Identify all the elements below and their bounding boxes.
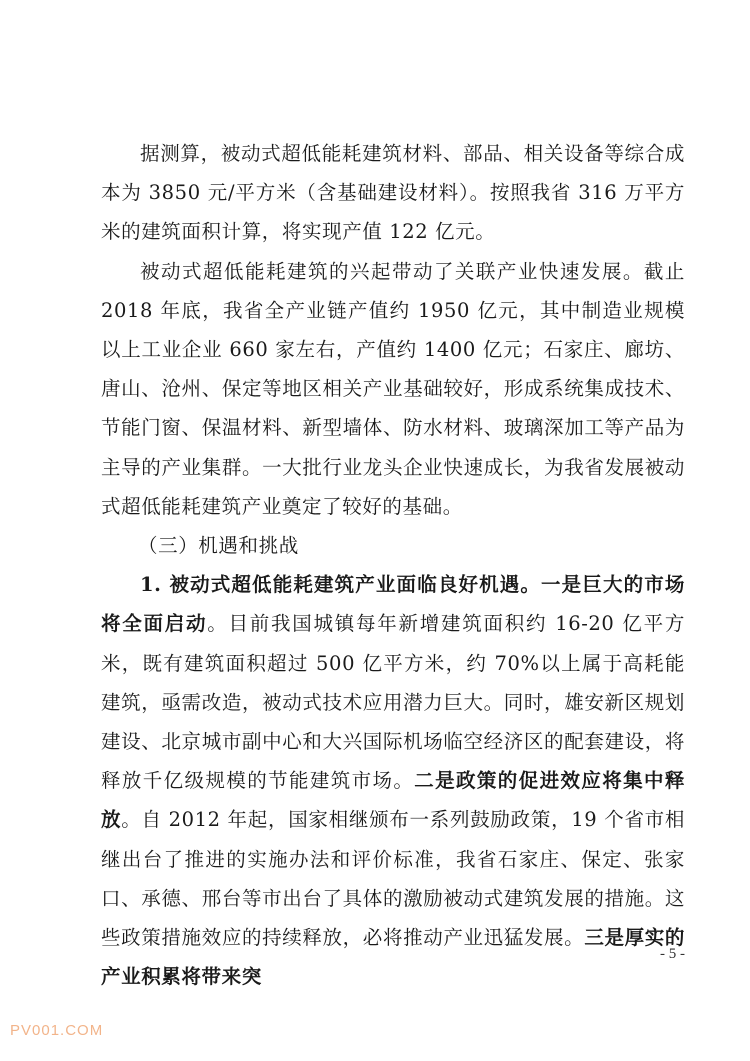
paragraph-text-2: 。自 2012 年起，国家相继颁布一系列鼓励政策，19 个省市相继出台了推进的实施办法和评价标准，我省石家庄、保定、张家口、承德、邢台等市出台了具体的激励被动式建筑发展的措施。这些政策措施效应的持续释放，必将推动产业迅猛发展。 [101,808,685,950]
bold-phrase-2: 二是政策的促进效应将集中释放 [101,769,685,832]
paragraph-opportunities [101,565,685,996]
bold-phrase-1: 1. 被动式超低能耗建筑产业面临良好机遇。一是巨大的市场将全面启动 [101,573,685,636]
paragraph-text-1: 。目前我国城镇每年新增建筑面积约 16-20 亿平方米，既有建筑面积超过 500 亿平方米，约 70%以上属于高耗能建筑，亟需改造，被动式技术应用潜力巨大。同时，雄安新区规划建设、北京城市副中心和大兴国际机场临空经济区的配套建设，将释放千亿级规模的节能建筑市场。 [101,612,685,793]
section-heading: （三）机遇和挑战 [138,534,299,558]
paragraph-cost-estimate: 据测算，被动式超低能耗建筑材料、部品、相关设备等综合成本为 3850 元/平方米（含基础建设材料）。按照我省 316 万平方米的建筑面积计算，将实现产值 122 亿元。 [101,142,685,244]
watermark-logo: PV001.COM [10,1022,104,1039]
bold-phrase-3: 三是厚实的产业积累将带来突 [101,926,685,989]
body-text [101,134,685,996]
page-number: - 5 - [660,946,685,962]
paragraph-industry-development: 被动式超低能耗建筑的兴起带动了关联产业快速发展。截止 2018 年底，我省全产业链产值约 1950 亿元，其中制造业规模以上工业企业 660 家左右，产值约 1400 亿元；石家庄、廊坊、唐山、沧州、保定等地区相关产业基础较好，形成系统集成技术、节能门窗、保温材料、新型墙体、防水材料、玻璃深加工等产品为主导的产业集群。一大批行业龙头企业快速成长，为我省发展被动式超低能耗建筑产业奠定了较好的基础。 [101,259,685,518]
